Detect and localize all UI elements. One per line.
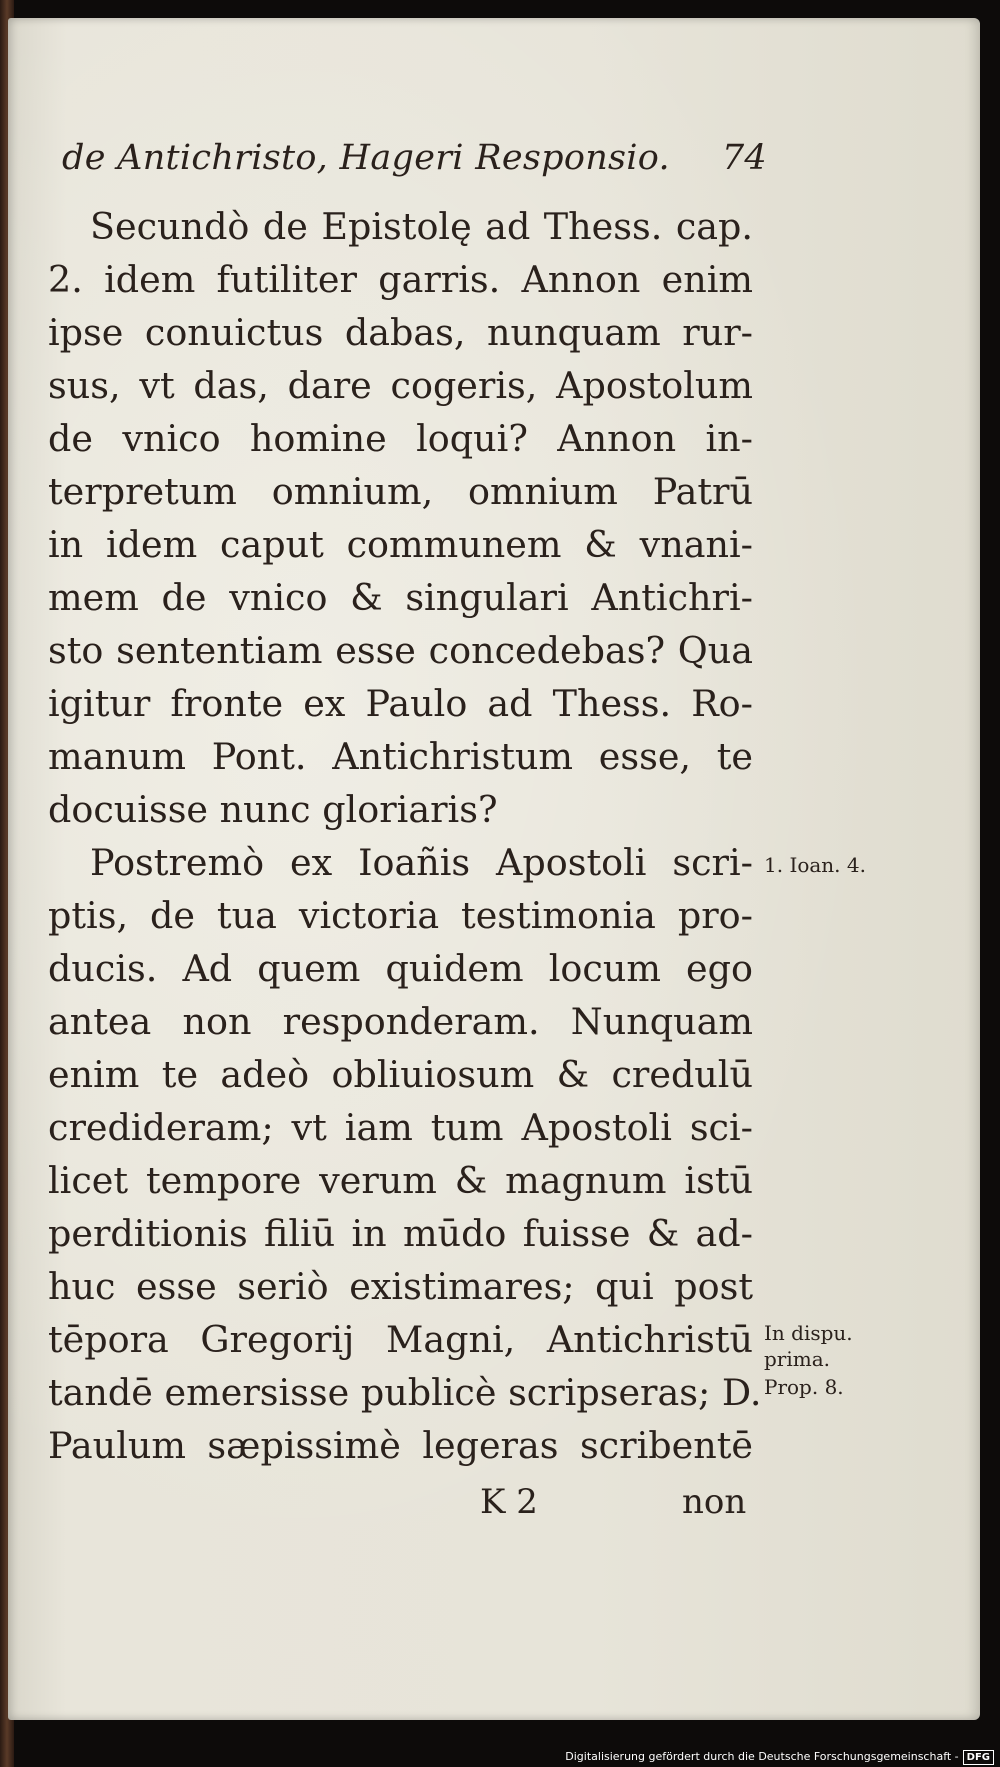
signature-mark: K 2 — [480, 1482, 538, 1522]
credit-text: Digitalisierung gefördert durch die Deutsche Forschungsgemeinschaft - — [565, 1750, 959, 1763]
digitization-credit — [559, 1747, 1000, 1767]
signature-line — [48, 1482, 768, 1534]
text-line: igitur fronte ex Paulo ad Thess. Ro- — [48, 682, 753, 725]
text-line: enim te adeò obliuiosum & credulū — [48, 1053, 753, 1096]
text-line: Secundò de Epistolę ad Thess. cap. — [90, 205, 753, 248]
text-line: manum Pont. Antichristum esse, te — [48, 735, 753, 778]
text-line: terpretum omnium, omnium Patrū — [48, 470, 753, 513]
text-line: licet tempore verum & magnum istū — [48, 1159, 753, 1202]
text-line: ducis. Ad quem quidem locum ego — [48, 947, 753, 990]
text-line: Paulum sæpissimè legeras scribentē — [48, 1424, 753, 1467]
margin-note-prima: prima. — [764, 1347, 831, 1371]
text-line: docuisse nunc gloriaris? — [48, 788, 498, 831]
running-title: de Antichristo, Hageri Responsio. — [62, 138, 670, 178]
text-line: perditionis filiū in mūdo fuisse & ad- — [48, 1212, 753, 1255]
margin-note-prop: Prop. 8. — [764, 1375, 844, 1399]
text-line: ipse conuictus dabas, nunquam rur- — [48, 311, 753, 354]
text-line: tēpora Gregorij Magni, Antichristū — [48, 1318, 753, 1361]
text-line: tandē emersisse publicè scripseras; D. — [48, 1371, 762, 1414]
running-header — [62, 138, 767, 190]
page-number: 74 — [721, 138, 767, 178]
text-line: 2. idem futiliter garris. Annon enim — [48, 258, 753, 301]
text-line: antea non responderam. Nunquam — [48, 1000, 753, 1043]
text-line: de vnico homine loqui? Annon in- — [48, 417, 753, 460]
margin-note-dispu: In dispu. — [764, 1321, 853, 1345]
text-line: ptis, de tua victoria testimonia pro- — [48, 894, 753, 937]
text-line: in idem caput communem & vnani- — [48, 523, 753, 566]
text-line: Postremò ex Ioañis Apostoli scri- — [90, 841, 753, 884]
text-line: sto sententiam esse concedebas? Qua — [48, 629, 753, 672]
text-line: mem de vnico & singulari Antichri- — [48, 576, 753, 619]
text-line: huc esse seriò existimares; qui post — [48, 1265, 753, 1308]
text-line: credideram; vt iam tum Apostoli sci- — [48, 1106, 753, 1149]
catchword: non — [682, 1482, 747, 1522]
text-line: sus, vt das, dare cogeris, Apostolum — [48, 364, 753, 407]
margin-note-ioan: 1. Ioan. 4. — [764, 853, 866, 877]
dfg-logo: DFG — [963, 1750, 994, 1765]
